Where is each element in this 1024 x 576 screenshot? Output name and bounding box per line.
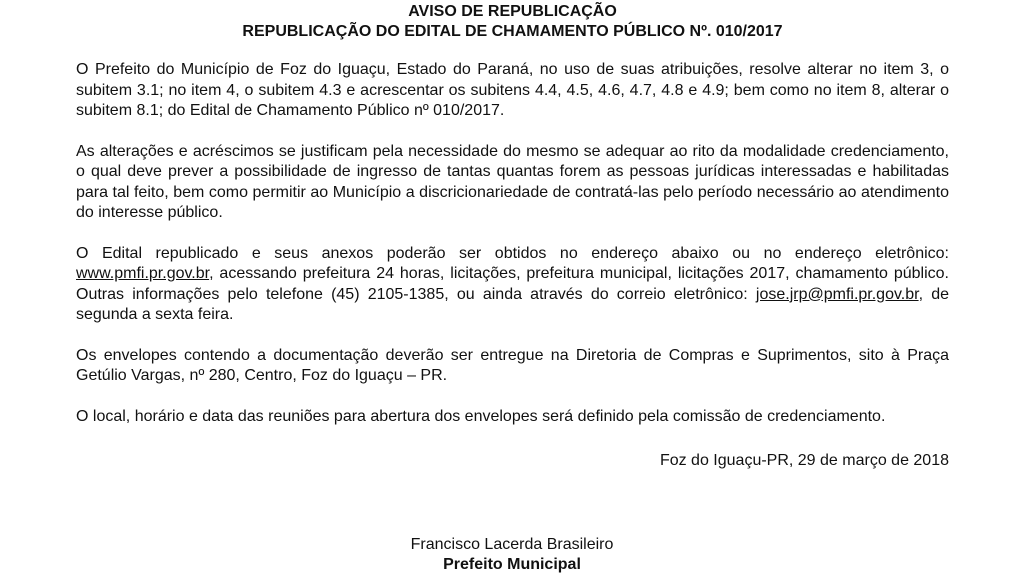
signatory-name: Francisco Lacerda Brasileiro (410, 536, 614, 553)
notice-title: AVISO DE REPUBLICAÇÃO (408, 3, 617, 20)
signature-block (0, 535, 1024, 575)
availability-text-3: , de segunda a sexta feira. (76, 285, 950, 323)
paragraph-meetings: O local, horário e data das reuniões para abertura dos envelopes será definido pela comissão de credenciamento. (76, 407, 886, 425)
document-page (76, 0, 949, 471)
signatory-role: Prefeito Municipal (443, 556, 581, 573)
availability-text-1: O Edital republicado e seus anexos poderão ser obtidos no endereço abaixo ou no endereço eletrônico: (76, 244, 949, 262)
date-line: Foz do Iguaçu-PR, 29 de março de 2018 (659, 452, 949, 469)
paragraph-amendment: O Prefeito do Município de Foz do Iguaçu, Estado do Paraná, no uso de suas atribuições, resolve alterar no item 3, o subitem 3.1; no item 4, o subitem 4.3 e acrescentar os subitens 4.4, 4.5, 4.6, 4.7, 4.8 e 4.9; bem como no item 8, alterar o subitem 8.1; do Edital de Chamamento Público nº 010/2017. (76, 61, 949, 119)
website-link[interactable]: www.pmfi.pr.gov.br (76, 265, 210, 282)
paragraph-justification: As alterações e acréscimos se justificam pela necessidade do mesmo se adequar ao rito da modalidade credenciamento, o qual deve prever a possibilidade de ingresso de tantas quantas forem as pessoas jurídicas interessadas e habilitadas para tal feito, bem como permitir ao Município a discricionariedade de contratá-las pelo período necessário ao atendimento do interesse público. (76, 142, 949, 221)
paragraph-availability (76, 244, 949, 326)
availability-text-2: , acessando prefeitura 24 horas, licitações, prefeitura municipal, licitações 2017, chamamento público. Outras informações pelo telefone (45) 2105-1385, ou ainda através do correio eletrônico: (76, 265, 949, 303)
paragraph-delivery: Os envelopes contendo a documentação deverão ser entregue na Diretoria de Compras e Suprimentos, sito à Praça Getúlio Vargas, nº 280, Centro, Foz do Iguaçu – PR. (76, 346, 949, 384)
email-link[interactable]: jose.jrp@pmfi.pr.gov.br (755, 285, 919, 303)
notice-subtitle: REPUBLICAÇÃO DO EDITAL DE CHAMAMENTO PÚBLICO Nº. 010/2017 (242, 23, 783, 40)
